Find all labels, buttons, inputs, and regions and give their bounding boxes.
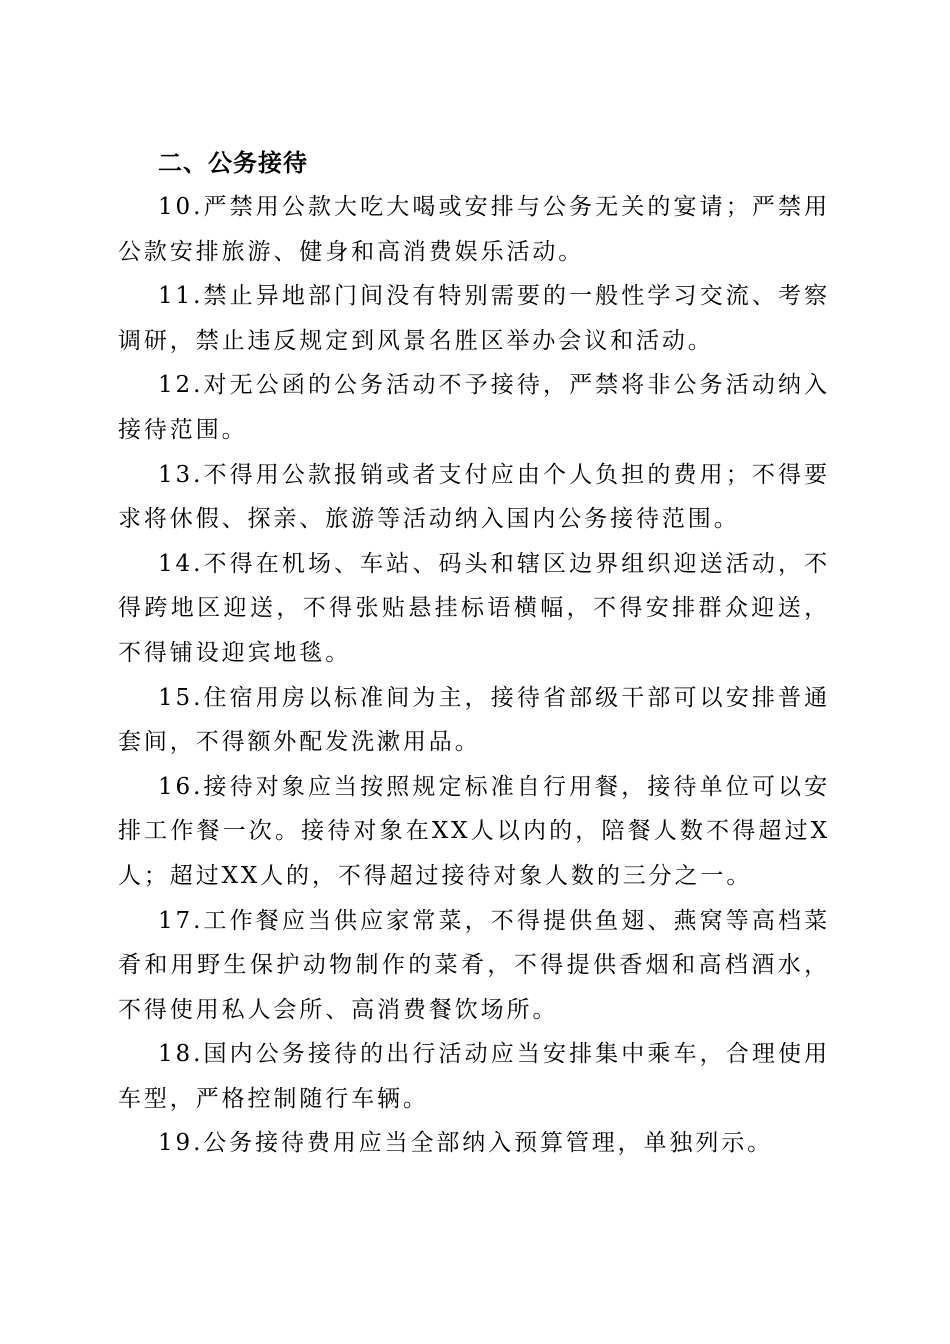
item-19: 19.公务接待费用应当全部纳入预算管理，单独列示。 <box>158 1130 774 1157</box>
item-16: 16.接待对象应当按照规定标准自行用餐，接待单位可以安排工作餐一次。接待对象在XX人以内的，陪餐人数不得超过X人；超过XX人的，不得超过接待对象人数的三分之一。 <box>118 773 830 889</box>
item-17: 17.工作餐应当供应家常菜，不得提供鱼翅、燕窝等高档菜肴和用野生保护动物制作的菜肴，不得提供香烟和高档酒水，不得使用私人会所、高消费餐饮场所。 <box>118 907 830 1023</box>
item-14: 14.不得在机场、车站、码头和辖区边界组织迎送活动，不得跨地区迎送，不得张贴悬挂标语横幅，不得安排群众迎送，不得铺设迎宾地毯。 <box>118 550 830 666</box>
section-heading: 二、公务接待 <box>158 149 308 177</box>
item-12: 12.对无公函的公务活动不予接待，严禁将非公务活动纳入接待范围。 <box>118 372 830 443</box>
item-11: 11.禁止异地部门间没有特别需要的一般性学习交流、考察调研，禁止违反规定到风景名胜区举办会议和活动。 <box>118 283 830 354</box>
item-10: 10.严禁用公款大吃大喝或安排与公务无关的宴请；严禁用公款安排旅游、健身和高消费娱乐活动。 <box>118 194 830 265</box>
item-18: 18.国内公务接待的出行活动应当安排集中乘车，合理使用车型，严格控制随行车辆。 <box>118 1041 830 1112</box>
item-15: 15.住宿用房以标准间为主，接待省部级干部可以安排普通套间，不得额外配发洗漱用品。 <box>118 684 830 756</box>
document-body <box>118 141 830 1166</box>
item-13: 13.不得用公款报销或者支付应由个人负担的费用；不得要求将休假、探亲、旅游等活动纳入国内公务接待范围。 <box>118 461 830 533</box>
